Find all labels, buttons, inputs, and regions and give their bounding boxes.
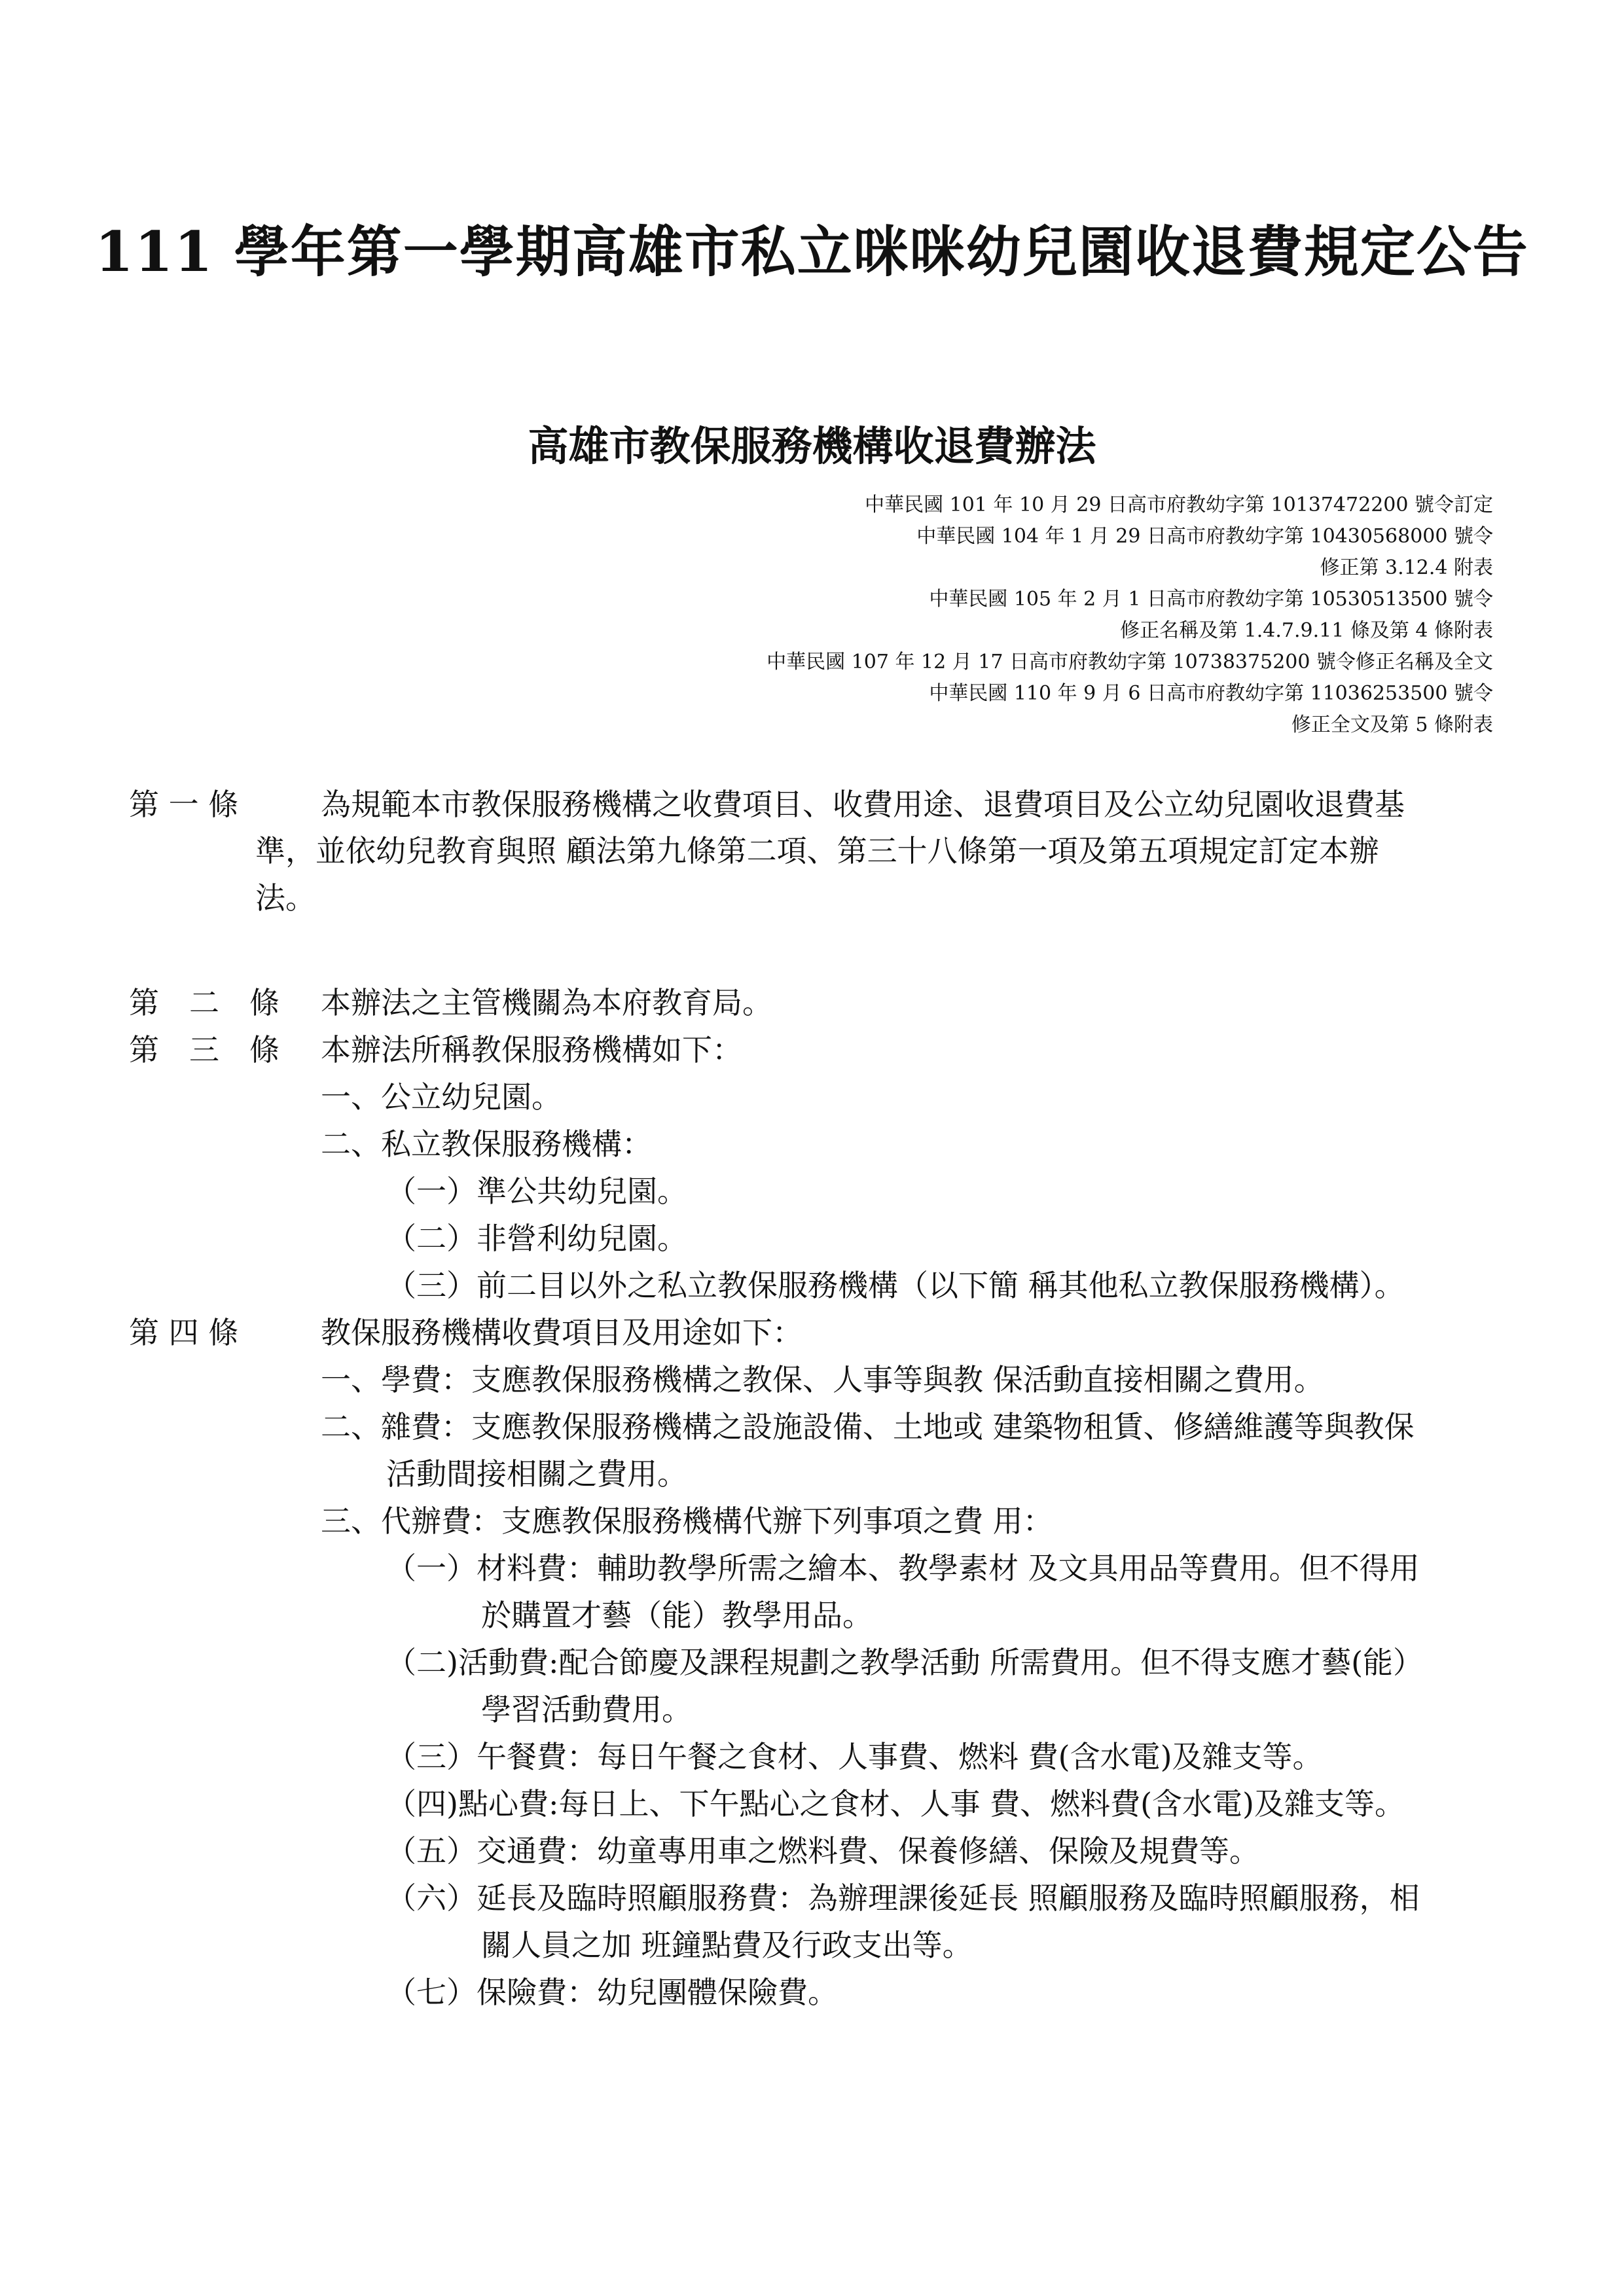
sub-list-item-text: 於購置才藝（能）教學用品。 xyxy=(481,1598,873,1633)
article-text: 本辦法所稱教保服務機構如下： xyxy=(321,1032,742,1067)
amendment-history xyxy=(446,490,1493,741)
list-item-text: 二、雜費：支應教保服務機構之設施設備、土地或 建築物租賃、修繕維護等與教保 xyxy=(321,1409,1415,1444)
history-line: 修正第 3.12.4 附表 xyxy=(1320,556,1493,579)
article-text: 教保服務機構收費項目及用途如下： xyxy=(321,1315,803,1350)
sub-list-item-text: 關人員之加 班鐘點費及行政支出等。 xyxy=(481,1928,973,1963)
sub-list-item-text: （三）午餐費：每日午餐之食材、人事費、燃料 費(含水電)及雜支等。 xyxy=(386,1739,1323,1774)
sub-list-item-text: 學習活動費用。 xyxy=(481,1692,692,1727)
history-line: 中華民國 101 年 10 月 29 日高市府教幼字第 10137472200 號令訂定 xyxy=(865,493,1493,516)
history-line: 中華民國 110 年 9 月 6 日高市府教幼字第 11036253500 號令 xyxy=(929,682,1493,705)
list-item-text: 一、公立幼兒園。 xyxy=(321,1079,562,1115)
article-label: 第 四 條 xyxy=(129,1315,239,1350)
history-line: 中華民國 107 年 12 月 17 日高市府教幼字第 10738375200 號令修正名稱及全文 xyxy=(767,651,1493,673)
document-title: 111 學年第一學期高雄市私立咪咪幼兒園收退費規定公告 xyxy=(95,219,1529,284)
history-line: 修正名稱及第 1.4.7.9.11 條及第 4 條附表 xyxy=(1120,619,1493,642)
article-label: 第 三 條 xyxy=(129,1032,280,1067)
sub-list-item-text: （一）準公共幼兒園。 xyxy=(386,1174,687,1209)
sub-list-item-text: （七）保險費：幼兒團體保險費。 xyxy=(386,1975,838,2010)
sub-list-item-text: （二)活動費:配合節慶及課程規劃之教學活動 所需費用。但不得支應才藝(能） xyxy=(386,1645,1424,1680)
article-text: 準，並依幼兒教育與照 顧法第九條第二項、第三十八條第一項及第五項規定訂定本辦 xyxy=(255,833,1379,869)
list-item-text: 二、私立教保服務機構： xyxy=(321,1126,652,1162)
article-label: 第 二 條 xyxy=(129,985,280,1020)
article-text: 本辦法之主管機關為本府教育局。 xyxy=(321,985,772,1020)
history-line: 中華民國 105 年 2 月 1 日高市府教幼字第 10530513500 號令 xyxy=(929,588,1493,611)
sub-list-item-text: （六）延長及臨時照顧服務費：為辦理課後延長 照顧服務及臨時照顧服務，相 xyxy=(386,1880,1420,1916)
sub-list-item-text: （四)點心費:每日上、下午點心之食材、人事 費、燃料費(含水電)及雜支等。 xyxy=(386,1786,1405,1821)
article-label: 第 一 條 xyxy=(129,787,239,822)
list-item-text: 一、學費：支應教保服務機構之教保、人事等與教 保活動直接相關之費用。 xyxy=(321,1362,1324,1397)
regulation-title: 高雄市教保服務機構收退費辦法 xyxy=(528,422,1096,470)
sub-list-item-text: （一）材料費：輔助教學所需之繪本、教學素材 及文具用品等費用。但不得用 xyxy=(386,1551,1420,1586)
article-text: 為規範本市教保服務機構之收費項目、收費用途、退費項目及公立幼兒園收退費基 xyxy=(321,787,1405,822)
sub-list-item-text: （三）前二目以外之私立教保服務機構（以下簡 稱其他私立教保服務機構）。 xyxy=(386,1268,1405,1303)
sub-list-item-text: （五）交通費：幼童專用車之燃料費、保養修繕、保險及規費等。 xyxy=(386,1833,1259,1869)
history-line: 修正全文及第 5 條附表 xyxy=(1291,713,1493,736)
list-item-text: 活動間接相關之費用。 xyxy=(386,1456,687,1492)
article-text: 法。 xyxy=(255,880,316,916)
list-item-text: 三、代辦費：支應教保服務機構代辦下列事項之費 用： xyxy=(321,1503,1053,1539)
history-line: 中華民國 104 年 1 月 29 日高市府教幼字第 10430568000 號令 xyxy=(916,525,1493,548)
sub-list-item-text: （二）非營利幼兒園。 xyxy=(386,1221,687,1256)
